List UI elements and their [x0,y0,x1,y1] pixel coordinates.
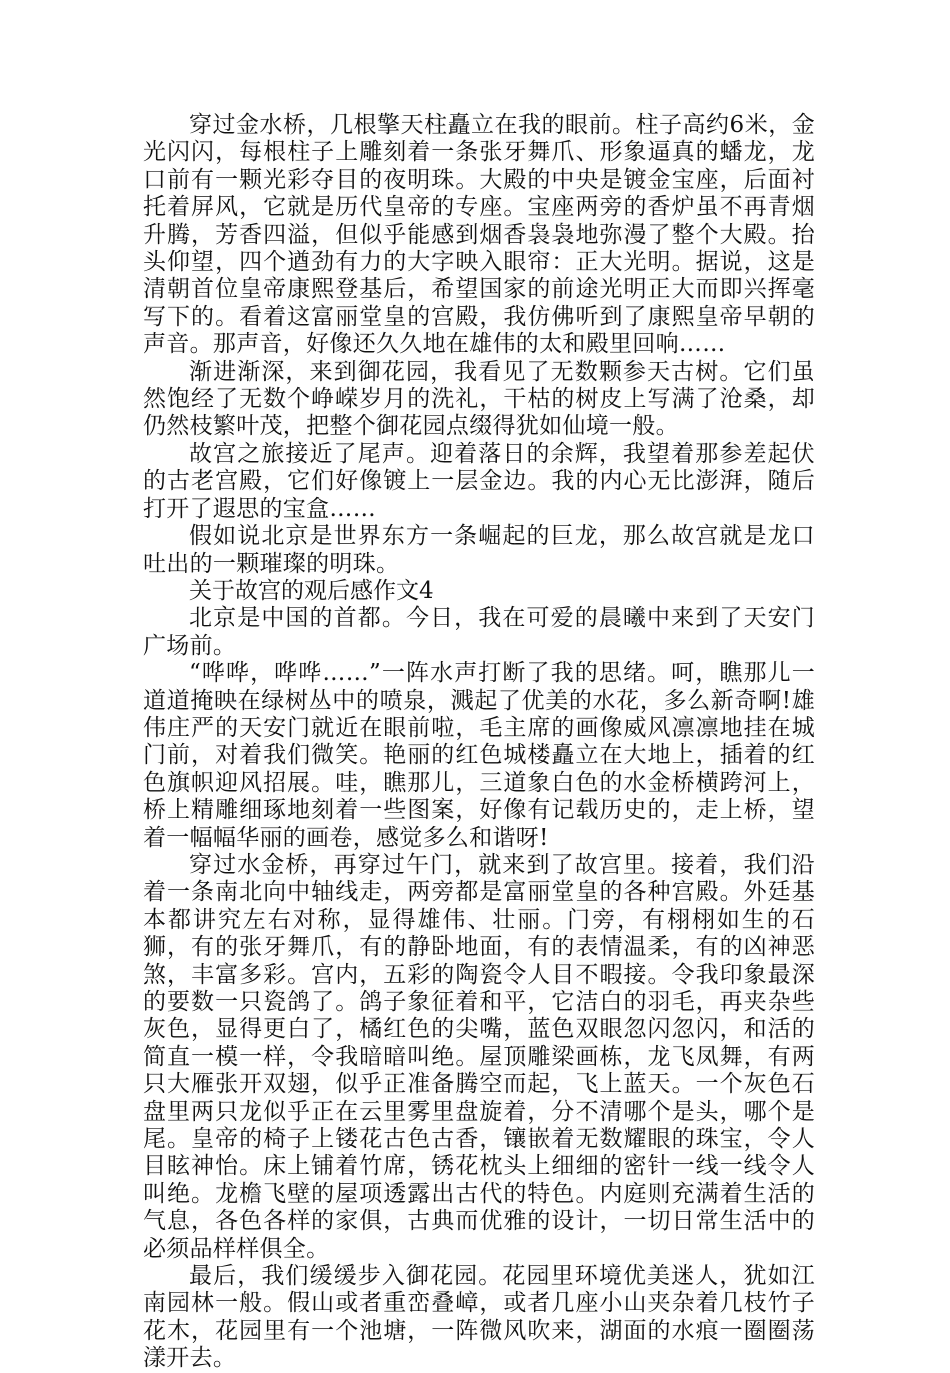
document-page [143,112,815,1373]
paragraph-imperial-garden: 渐进渐深，来到御花园，我看见了无数颗参天古树。它们虽然饱经了无数个峥嵘岁月的洗礼，干枯的树皮上写满了沧桑，却仍然枝繁叶茂，把整个御花园点缀得犹如仙境一般。 [143,358,815,440]
paragraph-palace-interior: 穿过水金桥，再穿过午门，就来到了故宫里。接着，我们沿着一条南北向中轴线走，两旁都是富丽堂皇的各种宫殿。外廷基本都讲究左右对称，显得雄伟、壮丽。门旁，有栩栩如生的石狮，有的张牙舞爪，有的静卧地面，有的表情温柔，有的凶神恶煞，丰富多彩。宫内，五彩的陶瓷令人目不暇接。令我印象最深的要数一只瓷鸽了。鸽子象征着和平，它洁白的羽毛，再夹杂些灰色，显得更白了，橘红色的尖嘴，蓝色双眼忽闪忽闪，和活的简直一模一样，令我暗暗叫绝。屋顶雕梁画栋，龙飞凤舞，有两只大雁张开双翅，似乎正准备腾空而起，飞上蓝天。一个灰色石盘里两只龙似乎正在云里雾里盘旋着，分不清哪个是头，哪个是尾。皇帝的椅子上镂花古色古香，镶嵌着无数耀眼的珠宝，令人目眩神怡。床上铺着竹席，锈花枕头上细细的密针一线一线令人叫绝。龙檐飞壁的屋项透露出古代的特色。内庭则充满着生活的气息，各色各样的家俱，古典而优雅的设计，一切日常生活中的必须品样样俱全。 [143,851,815,1262]
paragraph-pillars: 穿过金水桥，几根擎天柱矗立在我的眼前。柱子高约6米，金光闪闪，每根柱子上雕刻着一条张牙舞爪、形象逼真的蟠龙，龙口前有一颗光彩夺目的夜明珠。大殿的中央是镀金宝座，后面衬托着屏风，它就是历代皇帝的专座。宝座两旁的香炉虽不再青烟升腾，芳香四溢，但似乎能感到烟香袅袅地弥漫了整个大殿。抬头仰望，四个遒劲有力的大字映入眼帘：正大光明。据说，这是清朝首位皇帝康熙登基后，希望国家的前途光明正大而即兴挥毫写下的。看着这富丽堂皇的宫殿，我仿佛听到了康熙皇帝早朝的声音。那声音，好像还久久地在雄伟的太和殿里回响…… [143,112,815,358]
paragraph-garden-final: 最后，我们缓缓步入御花园。花园里环境优美迷人，犹如江南园林一般。假山或者重峦叠嶂，或者几座小山夹杂着几枝竹子花木，花园里有一个池塘，一阵微风吹来，湖面的水痕一圈圈荡漾开去。 [143,1263,815,1372]
paragraph-beijing-capital: 北京是中国的首都。今日，我在可爱的晨曦中来到了天安门广场前。 [143,605,815,659]
paragraph-journey-end: 故宫之旅接近了尾声。迎着落日的余辉，我望着那参差起伏的古老宫殿，它们好像镀上一层金边。我的内心无比澎湃，随后打开了遐思的宝盒…… [143,440,815,522]
paragraph-dragon-pearl: 假如说北京是世界东方一条崛起的巨龙，那么故宫就是龙口吐出的一颗璀璨的明珠。 [143,523,815,577]
section-title: 关于故宫的观后感作文4 [189,577,434,604]
paragraph-tiananmen: “哗哗，哗哗……”一阵水声打断了我的思绪。呵，瞧那儿一道道掩映在绿树丛中的喷泉，溅起了优美的水花，多么新奇啊!雄伟庄严的天安门就近在眼前啦，毛主席的画像威风凛凛地挂在城门前，对着我们微笑。艳丽的红色城楼矗立在大地上，插着的红色旗帜迎风招展。哇，瞧那儿，三道象白色的水金桥横跨河上，桥上精雕细琢地刻着一些图案，好像有记载历史的，走上桥，望着一幅幅华丽的画卷，感觉多么和谐呀! [143,660,815,851]
